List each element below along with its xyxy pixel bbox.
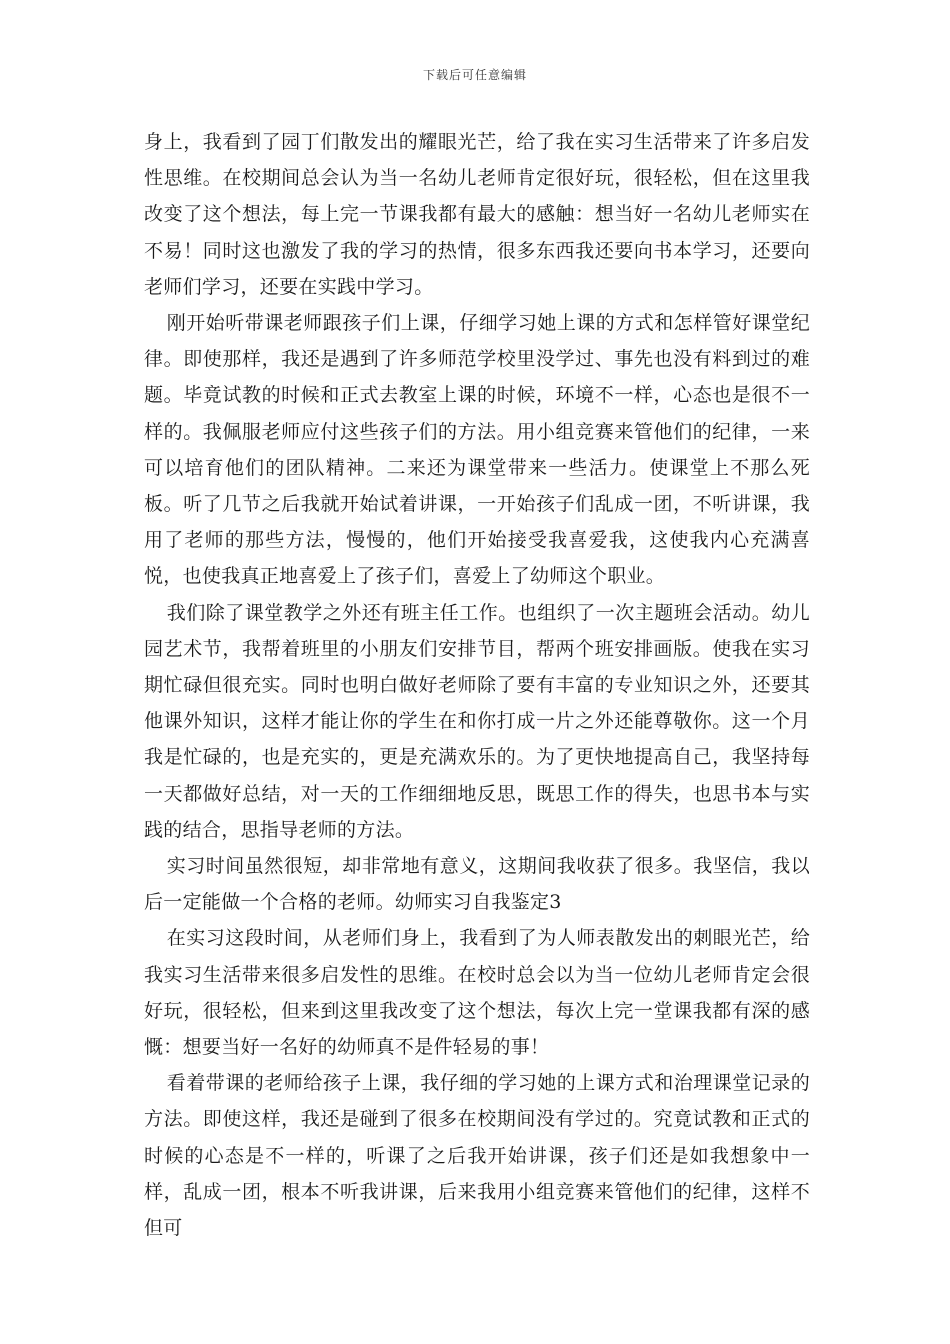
paragraph-5: 在实习这段时间，从老师们身上，我看到了为人师表散发出的刺眼光芒，给我实习生活带来很多启发性的思维。在校时总会以为当一位幼儿老师肯定会很好玩，很轻松，但来到这里我改变了这个想法，每次上完一堂课我都有深的感慨：想要当好一名好的幼师真不是件轻易的事！ [144,927,810,1059]
page-header: 下载后可任意编辑 [422,68,527,82]
paragraph-6: 看着带课的老师给孩子上课，我仔细的学习她的上课方式和治理课堂记录的方法。即使这样，我还是碰到了很多在校期间没有学过的。究竟试教和正式的时候的心态是不一样的，听课了之后我开始讲课，孩子们还是如我想象中一样，乱成一团，根本不听我讲课，后来我用小组竞赛来管他们的纪律，这样不但可 [144,1072,810,1240]
paragraph-3: 我们除了课堂教学之外还有班主任工作。也组织了一次主题班会活动。幼儿园艺术节，我帮着班里的小朋友们安排节目，帮两个班安排画版。使我在实习期忙碌但很充实。同时也明白做好老师除了要有丰富的专业知识之外，还要其他课外知识，这样才能让你的学生在和你打成一片之外还能尊敬你。这一个月我是忙碌的，也是充实的，更是充满欢乐的。为了更快地提高自己，我坚持每一天都做好总结，对一天的工作细细地反思，既思工作的得失，也思书本与实践的结合，思指导老师的方法。 [144,601,810,841]
paragraph-1: 身上，我看到了园丁们散发出的耀眼光芒，给了我在实习生活带来了许多启发性思维。在校期间总会认为当一名幼儿老师肯定很好玩，很轻松，但在这里我改变了这个想法，每上完一节课我都有最大的感触：想当好一名幼儿老师实在不易！同时这也激发了我的学习的热情，很多东西我还要向书本学习，还要向老师们学习，还要在实践中学习。 [144,131,810,298]
paragraph-2: 刚开始听带课老师跟孩子们上课，仔细学习她上课的方式和怎样管好课堂纪律。即使那样，我还是遇到了许多师范学校里没学过、事先也没有料到过的难题。毕竟试教的时候和正式去教室上课的时候，环境不一样，心态也是很不一样的。我佩服老师应付这些孩子们的方法。用小组竞赛来管他们的纪律，一来可以培育他们的团队精神。二来还为课堂带来一些活力。使课堂上不那么死板。听了几节之后我就开始试着讲课，一开始孩子们乱成一团，不听讲课，我用了老师的那些方法，慢慢的，他们开始接受我喜爱我，这使我内心充满喜悦，也使我真正地喜爱上了孩子们，喜爱上了幼师这个职业。 [144,312,810,588]
paragraph-4: 实习时间虽然很短，却非常地有意义，这期间我收获了很多。我坚信，我以后一定能做一个合格的老师。幼师实习自我鉴定3 [144,855,810,914]
document-body [144,124,810,1246]
